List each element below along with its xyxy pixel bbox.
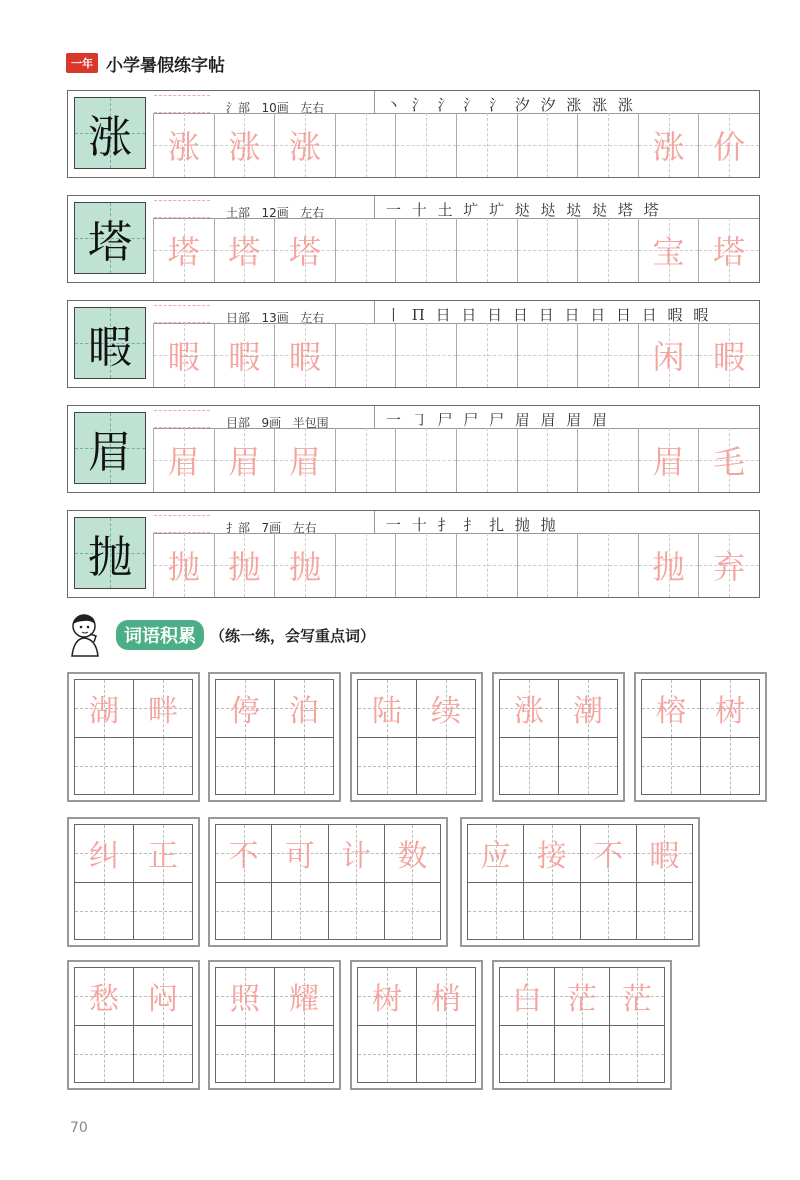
word-trace-cell[interactable]: 畔 <box>134 680 192 737</box>
stroke-count: 9画 <box>261 416 282 430</box>
tracing-cell[interactable] <box>395 533 456 597</box>
word-trace-cell[interactable]: 闷 <box>134 968 192 1025</box>
word-write-cell[interactable] <box>637 882 692 940</box>
word-write-cell[interactable] <box>417 737 475 795</box>
tracing-cell[interactable] <box>577 533 638 597</box>
tracing-cell[interactable] <box>335 323 396 387</box>
radical: 目部 <box>226 416 251 430</box>
word-trace-cell[interactable]: 陆 <box>358 680 416 737</box>
radical: 扌部 <box>226 521 251 535</box>
tracing-cell[interactable] <box>517 113 578 177</box>
word-trace-cell[interactable]: 暇 <box>637 825 692 882</box>
tracing-cells <box>153 428 759 492</box>
practice-row <box>67 90 760 178</box>
tracing-cell[interactable]: 抛 <box>153 533 214 597</box>
tracing-cell[interactable] <box>577 113 638 177</box>
word-practice-grid <box>67 672 200 802</box>
header <box>66 52 225 74</box>
word-practice-grid <box>492 672 625 802</box>
word-write-cell[interactable] <box>581 882 636 940</box>
tracing-cell[interactable] <box>517 218 578 282</box>
tracing-cell[interactable]: 毛 <box>698 428 759 492</box>
word-write-cell[interactable] <box>272 882 327 940</box>
tracing-cell[interactable]: 价 <box>698 113 759 177</box>
stroke-order: 丶 氵 氵 氵 氵 汐 汐 涨 涨 涨 <box>386 96 636 114</box>
word-trace-cell[interactable]: 可 <box>272 825 327 882</box>
structure: 左右 <box>300 101 325 115</box>
tracing-cell[interactable] <box>395 428 456 492</box>
word-trace-cell[interactable]: 树 <box>358 968 416 1025</box>
radical: 土部 <box>226 206 251 220</box>
stroke-order: 一 ㇆ 尸 尸 尸 眉 眉 眉 眉 <box>386 411 611 429</box>
word-write-cell[interactable] <box>559 737 617 795</box>
word-practice-grid <box>460 817 700 947</box>
word-write-cell[interactable] <box>610 1025 664 1083</box>
practice-row <box>67 510 760 598</box>
tracing-cell[interactable] <box>456 428 517 492</box>
tracing-cell[interactable]: 塔 <box>153 218 214 282</box>
tracing-cell[interactable] <box>517 533 578 597</box>
word-practice-grid <box>634 672 767 802</box>
practice-row <box>67 300 760 388</box>
tracing-cell[interactable]: 涨 <box>214 113 275 177</box>
practice-row <box>67 405 760 493</box>
tracing-cell[interactable] <box>456 323 517 387</box>
tracing-cell[interactable] <box>395 218 456 282</box>
separator <box>374 406 375 428</box>
word-trace-cell[interactable]: 照 <box>216 968 274 1025</box>
grade-badge: 一年 <box>66 53 98 73</box>
tracing-cell[interactable]: 眉 <box>153 428 214 492</box>
word-write-cell[interactable] <box>468 882 523 940</box>
word-trace-cell[interactable]: 数 <box>385 825 440 882</box>
tracing-cell[interactable]: 眉 <box>214 428 275 492</box>
word-trace-cell[interactable]: 停 <box>216 680 274 737</box>
word-write-cell[interactable] <box>75 737 133 795</box>
word-trace-cell[interactable]: 树 <box>701 680 759 737</box>
tracing-cell[interactable] <box>395 323 456 387</box>
tracing-cells <box>153 113 759 177</box>
word-trace-cell[interactable]: 不 <box>216 825 271 882</box>
word-write-cell[interactable] <box>216 737 274 795</box>
pinyin-line <box>154 95 210 113</box>
word-write-cell[interactable] <box>701 737 759 795</box>
word-practice-grid <box>492 960 672 1090</box>
tracing-cell[interactable] <box>577 323 638 387</box>
tracing-cell[interactable]: 暇 <box>214 323 275 387</box>
tracing-cell[interactable] <box>456 533 517 597</box>
word-write-cell[interactable] <box>134 737 192 795</box>
tracing-cells <box>153 323 759 387</box>
word-write-cell[interactable] <box>75 882 133 940</box>
tracing-cell[interactable] <box>517 323 578 387</box>
word-write-cell[interactable] <box>329 882 384 940</box>
word-write-cell[interactable] <box>216 882 271 940</box>
tracing-cell[interactable] <box>577 218 638 282</box>
word-write-cell[interactable] <box>642 737 700 795</box>
tracing-cell[interactable]: 塔 <box>698 218 759 282</box>
word-practice-grid <box>208 960 341 1090</box>
pinyin-line <box>154 515 210 533</box>
word-practice-grid <box>67 817 200 947</box>
tracing-cells <box>153 533 759 597</box>
word-trace-cell[interactable]: 泊 <box>275 680 333 737</box>
stroke-count: 7画 <box>261 521 282 535</box>
structure: 左右 <box>300 206 325 220</box>
tracing-cell[interactable]: 抛 <box>638 533 699 597</box>
model-character: 塔 <box>74 202 146 274</box>
tracing-cell[interactable] <box>335 218 396 282</box>
tracing-cell[interactable] <box>456 218 517 282</box>
stroke-count: 12画 <box>261 206 289 220</box>
model-character: 暇 <box>74 307 146 379</box>
word-write-cell[interactable] <box>500 737 558 795</box>
tracing-cell[interactable] <box>577 428 638 492</box>
tracing-cell[interactable]: 涨 <box>638 113 699 177</box>
word-practice-grid <box>350 960 483 1090</box>
separator <box>374 196 375 218</box>
tracing-cell[interactable]: 塔 <box>274 218 335 282</box>
tracing-cell[interactable]: 弃 <box>698 533 759 597</box>
word-trace-cell[interactable]: 白 <box>500 968 554 1025</box>
tracing-cell[interactable]: 涨 <box>274 113 335 177</box>
separator <box>374 301 375 323</box>
tracing-cell[interactable]: 暇 <box>153 323 214 387</box>
tracing-cell[interactable]: 闲 <box>638 323 699 387</box>
tracing-cell[interactable] <box>335 113 396 177</box>
word-trace-cell[interactable]: 茫 <box>555 968 609 1025</box>
separator <box>374 91 375 113</box>
word-practice-grid <box>208 817 448 947</box>
word-trace-cell[interactable]: 正 <box>134 825 192 882</box>
practice-row <box>67 195 760 283</box>
structure: 半包围 <box>292 416 329 430</box>
word-accumulation-header <box>66 612 375 658</box>
word-write-cell[interactable] <box>134 882 192 940</box>
tracing-cell[interactable]: 眉 <box>638 428 699 492</box>
word-practice-grid <box>350 672 483 802</box>
tracing-cell[interactable] <box>517 428 578 492</box>
stroke-order: 一 十 扌 扌 扎 抛 抛 <box>386 516 559 534</box>
tracing-cell[interactable]: 宝 <box>638 218 699 282</box>
word-trace-cell[interactable]: 应 <box>468 825 523 882</box>
word-trace-cell[interactable]: 梢 <box>417 968 475 1025</box>
word-write-cell[interactable] <box>500 1025 554 1083</box>
word-trace-cell[interactable]: 湖 <box>75 680 133 737</box>
section-title: 词语积累 <box>116 620 204 650</box>
tracing-cell[interactable]: 暇 <box>274 323 335 387</box>
word-trace-cell[interactable]: 不 <box>581 825 636 882</box>
model-character: 眉 <box>74 412 146 484</box>
stroke-order: 丨 Π 日 日 日 日 日 日 日 日 日 暇 暇 <box>386 306 712 324</box>
structure: 左右 <box>300 311 325 325</box>
word-trace-cell[interactable]: 计 <box>329 825 384 882</box>
word-trace-cell[interactable]: 茫 <box>610 968 664 1025</box>
radical: 日部 <box>226 311 251 325</box>
word-write-cell[interactable] <box>134 1025 192 1083</box>
word-trace-cell[interactable]: 纠 <box>75 825 133 882</box>
tracing-cell[interactable] <box>456 113 517 177</box>
word-write-cell[interactable] <box>275 737 333 795</box>
word-write-cell[interactable] <box>385 882 440 940</box>
model-character: 抛 <box>74 517 146 589</box>
model-character: 涨 <box>74 97 146 169</box>
tracing-cell[interactable]: 暇 <box>698 323 759 387</box>
separator <box>374 511 375 533</box>
tracing-cell[interactable] <box>335 533 396 597</box>
tracing-cell[interactable] <box>395 113 456 177</box>
stroke-order: 一 十 土 圹 圹 垯 垯 垯 垯 塔 塔 <box>386 201 662 219</box>
boy-icon <box>66 612 110 658</box>
pinyin-line <box>154 410 210 428</box>
word-trace-cell[interactable]: 耀 <box>275 968 333 1025</box>
word-write-cell[interactable] <box>417 1025 475 1083</box>
word-write-cell[interactable] <box>358 737 416 795</box>
word-write-cell[interactable] <box>75 1025 133 1083</box>
tracing-cell[interactable]: 抛 <box>274 533 335 597</box>
word-trace-cell[interactable]: 涨 <box>500 680 558 737</box>
tracing-cell[interactable]: 塔 <box>214 218 275 282</box>
tracing-cells <box>153 218 759 282</box>
section-note: （练一练，会写重点词） <box>210 626 376 645</box>
pinyin-line <box>154 305 210 323</box>
pinyin-line <box>154 200 210 218</box>
tracing-cell[interactable]: 抛 <box>214 533 275 597</box>
word-practice-grid <box>67 960 200 1090</box>
word-write-cell[interactable] <box>358 1025 416 1083</box>
word-trace-cell[interactable]: 潮 <box>559 680 617 737</box>
word-practice-grid <box>208 672 341 802</box>
word-trace-cell[interactable]: 接 <box>524 825 579 882</box>
stroke-count: 10画 <box>261 101 289 115</box>
tracing-cell[interactable]: 眉 <box>274 428 335 492</box>
word-trace-cell[interactable]: 续 <box>417 680 475 737</box>
word-write-cell[interactable] <box>275 1025 333 1083</box>
book-title: 小学暑假练字帖 <box>106 55 225 76</box>
tracing-cell[interactable] <box>335 428 396 492</box>
structure: 左右 <box>292 521 317 535</box>
radical: 氵部 <box>226 101 251 115</box>
tracing-cell[interactable]: 涨 <box>153 113 214 177</box>
stroke-count: 13画 <box>261 311 289 325</box>
word-write-cell[interactable] <box>555 1025 609 1083</box>
word-trace-cell[interactable]: 愁 <box>75 968 133 1025</box>
word-write-cell[interactable] <box>524 882 579 940</box>
word-trace-cell[interactable]: 榕 <box>642 680 700 737</box>
word-write-cell[interactable] <box>216 1025 274 1083</box>
page-number: 70 <box>70 1120 88 1136</box>
